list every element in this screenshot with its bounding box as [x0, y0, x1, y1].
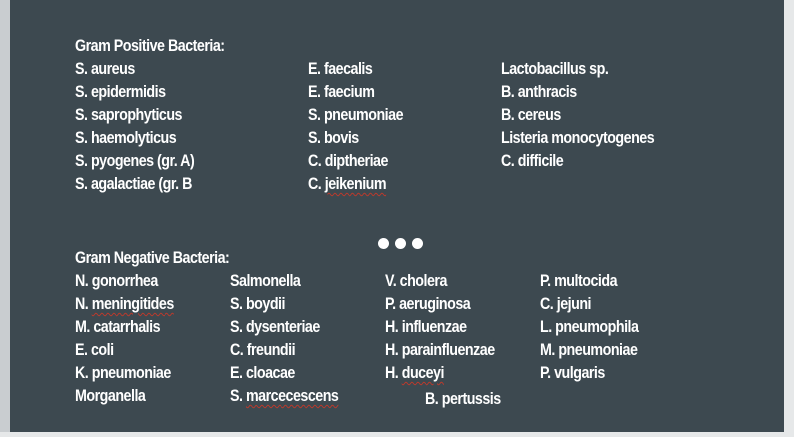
list-item: C. jejuni: [540, 294, 592, 313]
list-item: C. difficile: [501, 151, 564, 170]
list-item: [230, 384, 338, 407]
list-item: [308, 172, 386, 195]
list-item: B. anthracis: [501, 82, 577, 101]
slide-shadow-bottom: [0, 432, 794, 437]
list-item: S. agalactiae (gr. B: [75, 174, 192, 193]
list-item: P. vulgaris: [540, 363, 605, 382]
list-item: B. pertussis: [425, 389, 501, 408]
list-item: Listeria monocytogenes: [501, 128, 655, 147]
list-item: [75, 292, 174, 315]
list-item: P. multocida: [540, 271, 618, 290]
more-dots-icon: [378, 238, 423, 249]
list-item: S. aureus: [75, 59, 135, 78]
list-item: C. freundii: [230, 340, 296, 359]
list-item: S. bovis: [308, 128, 359, 147]
list-item: M. pneumoniae: [540, 340, 638, 359]
list-item: E. faecalis: [308, 59, 373, 78]
list-item: H. influenzae: [385, 317, 467, 336]
list-item-text: C. jeikenium: [308, 174, 387, 193]
slide: [10, 0, 784, 432]
list-item-text: H. duceyi: [385, 363, 444, 382]
list-item: S. saprophyticus: [75, 105, 183, 124]
list-item: S. haemolyticus: [75, 128, 177, 147]
list-item: S. pyogenes (gr. A): [75, 151, 195, 170]
list-item: C. diptheriae: [308, 151, 388, 170]
list-item: Morganella: [75, 386, 146, 405]
spellcheck-underline: duceyi: [401, 363, 444, 382]
spellcheck-underline: marcecescens: [245, 386, 339, 405]
list-item: S. boydii: [230, 294, 285, 313]
list-item: S. epidermidis: [75, 82, 166, 101]
list-item-text: N. meningitides: [75, 294, 174, 313]
dot: [412, 238, 423, 249]
list-item: V. cholera: [385, 271, 447, 290]
spellcheck-underline: jeikenium: [324, 174, 387, 193]
list-item: Salmonella: [230, 271, 301, 290]
list-item: K. pneumoniae: [75, 363, 171, 382]
list-item: E. coli: [75, 340, 114, 359]
list-item: P. aeruginosa: [385, 294, 471, 313]
list-item: N. gonorrhea: [75, 271, 158, 290]
list-item: Lactobacillus sp.: [501, 59, 609, 78]
list-item-text: S. marcecescens: [230, 386, 339, 405]
gram-positive-heading: Gram Positive Bacteria:: [75, 36, 225, 55]
list-item: B. cereus: [501, 105, 561, 124]
list-item: S. dysenteriae: [230, 317, 320, 336]
list-item: S. pneumoniae: [308, 105, 404, 124]
list-item: [385, 361, 444, 384]
list-item: E. cloacae: [230, 363, 295, 382]
list-item: L. pneumophila: [540, 317, 639, 336]
dot: [395, 238, 406, 249]
dot: [378, 238, 389, 249]
gram-negative-heading: Gram Negative Bacteria:: [75, 248, 230, 267]
list-item: E. faecium: [308, 82, 375, 101]
list-item: M. catarrhalis: [75, 317, 161, 336]
spellcheck-underline: meningitides: [91, 294, 174, 313]
list-item: H. parainfluenzae: [385, 340, 495, 359]
slide-shadow-right: [784, 0, 794, 437]
